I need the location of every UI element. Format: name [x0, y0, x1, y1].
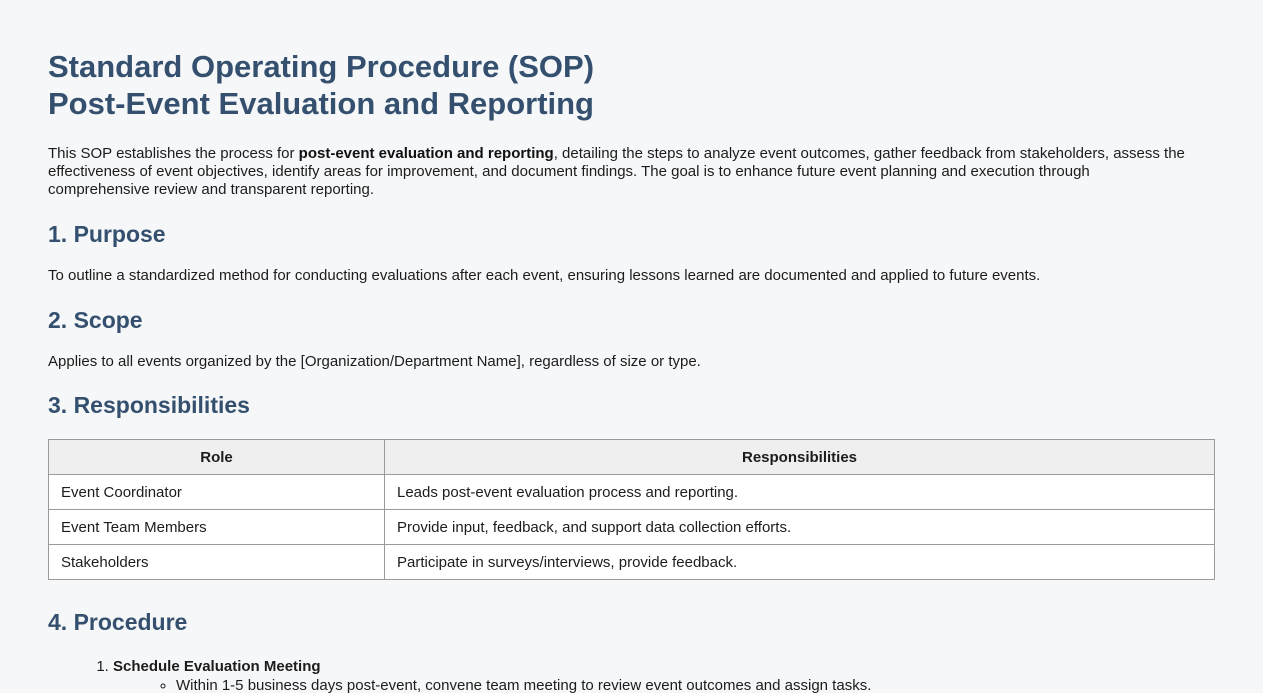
purpose-heading: 1. Purpose — [48, 221, 166, 247]
title-line-2: Post-Event Evaluation and Reporting — [48, 86, 594, 121]
procedure-steps — [48, 658, 1215, 693]
responsibilities-table — [48, 439, 1215, 580]
role-cell: Event Team Members — [49, 510, 385, 545]
intro-bold-phrase: post-event evaluation and reporting — [298, 145, 554, 162]
step-title: Schedule Evaluation Meeting — [113, 658, 321, 675]
scope-text: Applies to all events organized by the [Organization/Department Name], regardless of size or type. — [48, 353, 701, 370]
intro-text-start: This SOP establishes the process for — [48, 145, 299, 162]
procedure-step — [113, 658, 1215, 693]
step-bullets — [113, 677, 1215, 693]
document-title — [48, 0, 1215, 122]
intro-text-end: , detailing the steps to analyze event outcomes, gather feedback from stakeholders, assess the effectiveness of event objectives, identify areas for improvement, and document findings. The goal is to enhance future event planning and execution through comprehensive review and transparent reporting. — [48, 145, 1185, 198]
responsibility-cell: Provide input, feedback, and support data collection efforts. — [385, 510, 1215, 545]
step-bullet: ◦ Within 1-5 business days post-event, convene team meeting to review event outcomes and assign tasks. — [176, 677, 1215, 693]
responsibilities-heading: 3. Responsibilities — [48, 392, 250, 418]
purpose-text: To outline a standardized method for conducting evaluations after each event, ensuring lessons learned are documented and applied to future events. — [48, 267, 1041, 284]
column-header-responsibilities: Responsibilities — [385, 440, 1215, 475]
procedure-heading: 4. Procedure — [48, 609, 188, 635]
intro-paragraph — [48, 145, 1188, 199]
responsibility-cell: Leads post-event evaluation process and reporting. — [385, 475, 1215, 510]
scope-heading: 2. Scope — [48, 307, 143, 333]
column-header-role: Role — [49, 440, 385, 475]
responsibility-cell: Participate in surveys/interviews, provide feedback. — [385, 545, 1215, 580]
role-cell: Event Coordinator — [49, 475, 385, 510]
table-row — [49, 475, 1215, 510]
role-cell: Stakeholders — [49, 545, 385, 580]
table-row — [49, 545, 1215, 580]
table-header-row — [49, 440, 1215, 475]
table-row — [49, 510, 1215, 545]
title-line-1: Standard Operating Procedure (SOP) — [48, 49, 595, 84]
